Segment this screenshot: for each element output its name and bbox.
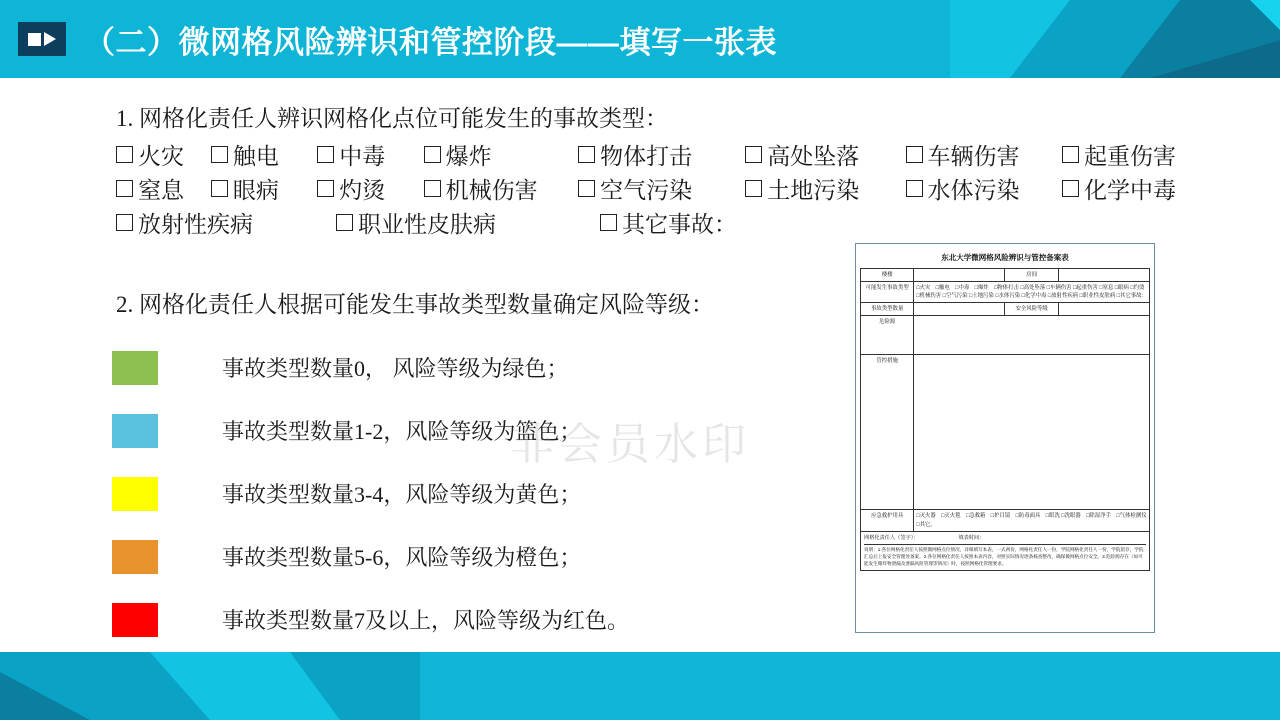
risk-level-label: 事故类型数量0， 风险等级为绿色； (222, 356, 569, 381)
color-swatch-green (112, 351, 158, 385)
checkbox-box[interactable] (578, 180, 595, 197)
checkbox-item[interactable] (116, 140, 201, 174)
form-value-control-measures[interactable] (914, 355, 1150, 510)
form-value-risk-level[interactable] (1058, 303, 1149, 316)
checkbox-item[interactable] (424, 140, 569, 174)
checkbox-item[interactable] (745, 174, 895, 208)
page-title: （二）微网格风险辨识和管控阶段——填写一张表 (84, 25, 777, 60)
form-preview-image (855, 243, 1155, 633)
checkbox-label: 爆炸 (445, 144, 492, 169)
play-icon (18, 22, 66, 56)
checkbox-box[interactable] (1062, 146, 1079, 163)
checkbox-item[interactable] (336, 208, 590, 242)
table-row (861, 269, 1150, 282)
form-label-building: 楼楼 (861, 269, 914, 282)
risk-level-item-blue (112, 399, 629, 462)
checkbox-label: 触电 (232, 144, 279, 169)
checkbox-label: 火灾 (138, 144, 184, 169)
table-row (861, 510, 1150, 531)
form-label-hazard-source: 危险源 (861, 316, 914, 355)
checkbox-label: 其它事故： (622, 212, 737, 237)
form-value-accident-count[interactable] (914, 303, 1005, 316)
checkbox-box[interactable] (116, 214, 133, 231)
checkbox-item[interactable] (211, 174, 307, 208)
checkbox-item[interactable] (600, 208, 737, 242)
checkbox-box[interactable] (317, 180, 334, 197)
checkbox-label: 起重伤害 (1084, 144, 1177, 169)
checkbox-box[interactable] (745, 180, 762, 197)
play-icon-square (28, 33, 41, 46)
checkbox-item[interactable] (745, 140, 895, 174)
checkbox-label: 水体污染 (927, 178, 1020, 203)
form-signature-label: 网格化责任人（签字）： (864, 534, 919, 541)
checklist-row (116, 208, 1186, 242)
color-swatch-orange (112, 540, 158, 574)
checkbox-item[interactable] (116, 208, 326, 242)
form-value-building[interactable] (914, 269, 1005, 282)
form-value-room[interactable] (1058, 269, 1149, 282)
slide-header (0, 0, 1280, 78)
risk-level-label: 事故类型数量5-6，风险等级为橙色； (222, 545, 582, 570)
color-swatch-blue (112, 414, 158, 448)
checkbox-label: 职业性皮肤病 (358, 212, 496, 237)
checklist-row (116, 140, 1186, 174)
risk-level-label: 事故类型数量7及以上，风险等级为红色。 (222, 608, 630, 633)
checklist-row (116, 174, 1186, 208)
checkbox-item[interactable] (211, 140, 307, 174)
table-row (861, 316, 1150, 355)
checkbox-label: 放射性疾病 (138, 212, 253, 237)
accident-type-checklist (116, 140, 1186, 242)
form-label-control-measures: 管控措施 (861, 355, 914, 510)
header-decorative-polygons (950, 0, 1280, 78)
checkbox-item[interactable] (906, 174, 1052, 208)
risk-level-item-orange (112, 525, 629, 588)
checkbox-label: 机械伤害 (445, 178, 538, 203)
checkbox-box[interactable] (906, 180, 923, 197)
form-date-label: 填表时间： (958, 534, 985, 541)
checkbox-label: 中毒 (339, 144, 386, 169)
form-value-accident-types[interactable]: □火灾 □触电 □中毒 □爆炸 □物体打击 □高处坠落 □车辆伤害 □起重伤害 □窒息 □眼病 □灼烫 □机械伤害 □空气污染 □土地污染 □水体污染 □化学中毒 □放射性疾病 □职业性皮肤病 □其它事故： (914, 282, 1150, 303)
checkbox-box[interactable] (745, 146, 762, 163)
checkbox-item[interactable] (116, 174, 201, 208)
form-label-accident-count: 事故类型数量 (861, 303, 914, 316)
form-value-emergency-equipment[interactable]: □灭火器 □灭火毯 □急救箱 □护目镜 □防毒面具 □眼洗 □洗眼器 □除湿净手 □气体检测仪 □其它。 (914, 510, 1150, 531)
checkbox-label: 高处坠落 (767, 144, 860, 169)
checkbox-label: 窒息 (138, 178, 184, 203)
checkbox-item[interactable] (317, 174, 413, 208)
question-2-text: 2. 网格化责任人根据可能发生事故类型数量确定风险等级： (116, 292, 714, 317)
color-swatch-red (112, 603, 158, 637)
risk-level-item-yellow (112, 462, 629, 525)
checkbox-item[interactable] (906, 140, 1052, 174)
risk-level-list (112, 336, 629, 651)
checkbox-item[interactable] (317, 140, 413, 174)
checkbox-box[interactable] (1062, 180, 1079, 197)
checkbox-box[interactable] (424, 180, 441, 197)
checkbox-box[interactable] (116, 180, 133, 197)
checkbox-label: 化学中毒 (1084, 178, 1177, 203)
form-footer-signature-row (864, 534, 1146, 545)
form-title: 东北大学微网格风险辨识与管控备案表 (941, 253, 1069, 262)
checkbox-box[interactable] (116, 146, 133, 163)
footer-decorative-polygons (0, 652, 420, 720)
checkbox-box[interactable] (600, 214, 617, 231)
table-row (861, 282, 1150, 303)
form-table (860, 268, 1150, 532)
color-swatch-yellow (112, 477, 158, 511)
risk-level-label: 事故类型数量1-2，风险等级为篮色； (222, 419, 582, 444)
risk-level-item-red (112, 588, 629, 651)
checkbox-box[interactable] (424, 146, 441, 163)
checkbox-box[interactable] (578, 146, 595, 163)
checkbox-item[interactable] (578, 140, 735, 174)
form-label-room: 房间 (1005, 269, 1058, 282)
checkbox-label: 眼病 (232, 178, 279, 203)
checkbox-item[interactable] (1062, 174, 1176, 208)
checkbox-item[interactable] (1062, 140, 1176, 174)
table-row (861, 355, 1150, 510)
slide-content (0, 78, 1280, 652)
checkbox-label: 灼烫 (339, 178, 386, 203)
form-notes: 说明：1.各位网格化责任人按照微网格点位情况，详细填写本表，一式两份，网格化责任人一份，学院网格化责任人一份，学院留存，学院汇总后上报安全管理处备案。2.各位网格化责任人按照本表内容，对照实际情况逐条核查整改，确保微网格点位安全。3.危险源存在（如可能发生爆炸物泄漏及泄漏风险管理等情况）时，按照网格化管理要求。 (864, 546, 1144, 566)
checkbox-label: 土地污染 (767, 178, 860, 203)
play-icon-triangle (44, 32, 56, 46)
checkbox-box[interactable] (211, 180, 228, 197)
slide-footer (0, 652, 1280, 720)
checkbox-label: 空气污染 (600, 178, 693, 203)
table-row (861, 303, 1150, 316)
checkbox-box[interactable] (317, 146, 334, 163)
checkbox-item[interactable] (578, 174, 735, 208)
checkbox-box[interactable] (211, 146, 228, 163)
form-label-accident-types: 可能发生事故类型 (861, 282, 914, 303)
checkbox-box[interactable] (906, 146, 923, 163)
form-value-hazard-source[interactable] (914, 316, 1150, 355)
checkbox-label: 物体打击 (600, 144, 693, 169)
form-label-emergency-equipment: 应急救护用具 (861, 510, 914, 531)
checkbox-box[interactable] (336, 214, 353, 231)
question-1-text: 1. 网格化责任人辨识网格化点位可能发生的事故类型： (116, 106, 668, 131)
checkbox-item[interactable] (424, 174, 569, 208)
form-label-risk-level: 安全风险等级 (1005, 303, 1058, 316)
risk-level-item-green (112, 336, 629, 399)
form-footer (860, 532, 1150, 571)
watermark-text: 非会员水印 (510, 420, 750, 469)
checkbox-label: 车辆伤害 (927, 144, 1020, 169)
risk-level-label: 事故类型数量3-4，风险等级为黄色； (222, 482, 582, 507)
